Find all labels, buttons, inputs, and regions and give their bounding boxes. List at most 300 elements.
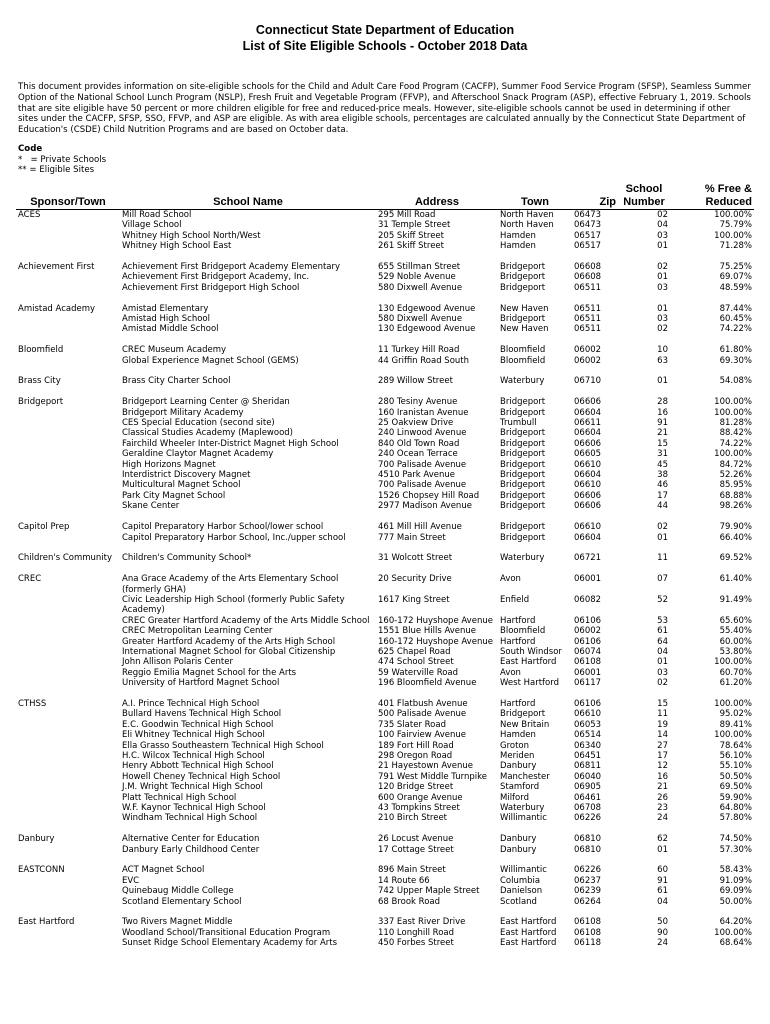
town-cell: North Haven — [500, 210, 554, 220]
pct-cell: 68.64% — [719, 938, 752, 949]
town-cell: Columbia — [500, 875, 541, 886]
school-number-cell: 07 — [657, 574, 668, 585]
pct-cell: 100.00% — [714, 698, 752, 709]
col-address: Address — [376, 183, 498, 210]
zip-cell: 06002 — [574, 345, 602, 356]
zip-cell: 06608 — [574, 272, 602, 283]
school-name-cell: Scotland Elementary School — [122, 896, 242, 907]
table-row — [16, 709, 754, 719]
zip-cell: 06511 — [574, 282, 602, 293]
school-number-cell: 23 — [657, 803, 668, 814]
school-name-cell: Platt Technical High School — [122, 792, 237, 803]
address-cell: 735 Slater Road — [378, 719, 446, 730]
school-number-cell: 50 — [657, 917, 668, 928]
table-row — [16, 626, 754, 636]
school-number-cell: 02 — [657, 324, 668, 335]
pct-cell: 48.59% — [719, 282, 752, 293]
group-spacer — [16, 564, 754, 574]
zip-cell: 06074 — [574, 646, 602, 657]
table-row — [16, 533, 754, 543]
town-cell: Bridgeport — [500, 272, 546, 283]
pct-cell: 68.88% — [719, 490, 752, 501]
address-cell: 17 Cottage Street — [378, 844, 454, 855]
pct-cell: 98.26% — [719, 501, 752, 512]
sponsor-town-cell — [16, 241, 120, 251]
school-name-cell: Amistad Middle School — [122, 324, 219, 335]
school-number-cell: 61 — [657, 886, 668, 897]
zip-cell: 06517 — [574, 241, 602, 252]
table-row — [16, 376, 754, 386]
address-cell: 700 Palisade Avenue — [378, 480, 467, 491]
zip-cell: 06108 — [574, 927, 602, 938]
pct-cell: 78.64% — [719, 740, 752, 751]
address-cell: 295 Mill Road — [378, 210, 436, 220]
address-cell: 14 Route 66 — [378, 875, 430, 886]
sponsor-town-cell — [16, 314, 120, 324]
zip-cell: 06239 — [574, 886, 602, 897]
table-row — [16, 304, 754, 314]
address-cell: 580 Dixwell Avenue — [378, 282, 463, 293]
school-number-cell: 01 — [657, 657, 668, 668]
pct-cell: 100.00% — [714, 210, 752, 220]
address-cell: 580 Dixwell Avenue — [378, 314, 463, 325]
school-name-cell: W.F. Kaynor Technical High School — [122, 803, 266, 814]
address-cell: 11 Turkey Hill Road — [378, 345, 460, 356]
sponsor-town-cell — [16, 668, 120, 678]
table-row — [16, 345, 754, 355]
address-cell: 130 Edgewood Avenue — [378, 324, 476, 335]
zip-cell: 06514 — [574, 730, 602, 741]
pct-cell: 89.41% — [719, 719, 752, 730]
school-number-cell: 01 — [657, 272, 668, 283]
code-eligible: ** = Eligible Sites — [18, 165, 95, 176]
sponsor-town-cell: CTHSS — [18, 698, 47, 709]
group-spacer — [16, 907, 754, 917]
school-number-cell: 03 — [657, 230, 668, 241]
sponsor-town-cell — [16, 408, 120, 418]
zip-cell: 06106 — [574, 698, 602, 709]
address-cell: 791 West Middle Turnpike — [378, 771, 487, 782]
pct-cell: 61.20% — [719, 678, 752, 689]
address-cell: 189 Fort Hill Road — [378, 740, 454, 751]
table-row — [16, 876, 754, 886]
pct-cell: 91.49% — [719, 594, 752, 605]
table-row — [16, 491, 754, 501]
sponsor-town-cell — [16, 501, 120, 511]
table-row — [16, 761, 754, 771]
pct-cell: 71.28% — [719, 241, 752, 252]
table-row — [16, 647, 754, 657]
school-name-cell: Achievement First Bridgeport High School — [122, 282, 300, 293]
address-cell: 777 Main Street — [378, 532, 446, 543]
school-name-cell: Howell Cheney Technical High School — [122, 771, 281, 782]
school-number-cell: 31 — [657, 449, 668, 460]
table-row — [16, 803, 754, 813]
address-cell: 205 Skiff Street — [378, 230, 444, 241]
zip-cell: 06108 — [574, 917, 602, 928]
school-name-cell: High Horizons Magnet — [122, 459, 216, 470]
pct-cell: 60.00% — [719, 636, 752, 647]
sponsor-town-cell — [16, 657, 120, 667]
pct-cell: 69.30% — [719, 355, 752, 366]
school-name-cell: Two Rivers Magnet Middle — [122, 917, 233, 928]
town-cell: Bridgeport — [500, 438, 546, 449]
document-subtitle: List of Site Eligible Schools - October 2018 Data — [242, 39, 528, 53]
sponsor-town-cell — [16, 439, 120, 449]
school-name-cell: CREC Greater Hartford Academy of the Arts Middle School — [122, 615, 370, 626]
col-pct-free-reduced: % Free & Reduced — [670, 183, 754, 210]
sponsor-town-cell: Bloomfield — [18, 345, 64, 356]
address-cell: 474 School Street — [378, 657, 454, 668]
school-name-cell: Mill Road School — [122, 210, 192, 220]
sponsor-town-cell — [16, 876, 120, 886]
school-name-cell: EVC — [122, 875, 140, 886]
school-name-cell: Sunset Ridge School Elementary Academy for Arts — [122, 938, 338, 949]
school-number-cell: 02 — [657, 262, 668, 273]
address-cell: 160 Iranistan Avenue — [378, 407, 469, 418]
table-header-row — [16, 183, 754, 210]
pct-cell: 75.79% — [719, 220, 752, 231]
town-cell: Meriden — [500, 750, 535, 761]
school-number-cell: 04 — [657, 896, 668, 907]
sponsor-town-cell: EASTCONN — [18, 865, 65, 876]
town-cell: Stamford — [500, 782, 540, 793]
zip-cell: 06002 — [574, 626, 602, 637]
pct-cell: 100.00% — [714, 397, 752, 408]
town-cell: Bridgeport — [500, 709, 546, 720]
town-cell: Bridgeport — [500, 480, 546, 491]
town-cell: Hamden — [500, 241, 536, 252]
table-row — [16, 241, 754, 251]
town-cell: Danbury — [500, 834, 537, 845]
zip-cell: 06001 — [574, 667, 602, 678]
town-cell: Bridgeport — [500, 501, 546, 512]
sponsor-town-cell — [16, 751, 120, 761]
pct-cell: 100.00% — [714, 657, 752, 668]
address-cell: 240 Linwood Avenue — [378, 428, 467, 439]
zip-cell: 06473 — [574, 210, 602, 220]
zip-cell: 06611 — [574, 418, 602, 429]
school-name-cell: Whitney High School North/West — [122, 230, 261, 241]
pct-cell: 100.00% — [714, 730, 752, 741]
table-row — [16, 813, 754, 823]
sponsor-town-cell — [16, 793, 120, 803]
pct-cell: 100.00% — [714, 449, 752, 460]
table-row — [16, 668, 754, 678]
pct-cell: 100.00% — [714, 927, 752, 938]
address-cell: 298 Oregon Road — [378, 750, 453, 761]
table-row — [16, 720, 754, 730]
zip-cell: 06606 — [574, 490, 602, 501]
school-name-cell: Ana Grace Academy of the Arts Elementary School (formerly GHA) — [122, 574, 339, 595]
zip-cell: 06473 — [574, 220, 602, 231]
address-cell: 700 Palisade Avenue — [378, 459, 467, 470]
zip-cell: 06511 — [574, 314, 602, 325]
table-row — [16, 397, 754, 407]
address-cell: 68 Brook Road — [378, 896, 441, 907]
zip-cell: 06604 — [574, 470, 602, 481]
address-cell: 655 Stillman Street — [378, 262, 461, 273]
intro-paragraph: This document provides information on site-eligible schools for the Child and Adult Care Food Program (CACFP), Summer Food Service Program (SFSP), Seamless Summer Option of the National School Lunch Program (NSLP), Fresh Fruit and Vegetable Program (FFVP), and Afterschool Snack Program (ASP), effective February 1, 2019. Schools that are site eligible have 50 percent or more children eligible for free and reduced-price meals. However, site-eligible schools cannot be used in determining if other sites under the CACFP, SFSP, SSO, FFVP, and ASP are eligible. As with area eligible schools, percentages are calculated annually by the Connecticut State Department of Education's (CSDE) Child Nutrition Programs and are based on October data. — [18, 82, 751, 136]
group-spacer — [16, 252, 754, 262]
school-name-cell: H.C. Wilcox Technical High School — [122, 750, 265, 761]
table-row — [16, 501, 754, 511]
zip-cell: 06517 — [574, 230, 602, 241]
town-cell: Bloomfield — [500, 626, 546, 637]
school-number-cell: 64 — [657, 636, 668, 647]
school-name-cell: International Magnet School for Global Citizenship — [122, 646, 336, 657]
town-cell: Bridgeport — [500, 532, 546, 543]
sponsor-town-cell: Bridgeport — [18, 397, 64, 408]
pct-cell: 61.40% — [719, 574, 752, 585]
pct-cell: 64.20% — [719, 917, 752, 928]
school-name-cell: CES Special Education (second site) — [122, 418, 275, 429]
school-number-cell: 02 — [657, 522, 668, 533]
address-cell: 600 Orange Avenue — [378, 792, 463, 803]
pct-cell: 85.95% — [719, 480, 752, 491]
school-number-cell: 21 — [657, 782, 668, 793]
table-row — [16, 272, 754, 282]
town-cell: Hartford — [500, 698, 536, 709]
town-cell: Bloomfield — [500, 355, 546, 366]
town-cell: North Haven — [500, 220, 554, 231]
town-cell: Milford — [500, 792, 529, 803]
sponsor-town-cell — [16, 231, 120, 241]
school-number-cell: 15 — [657, 438, 668, 449]
zip-cell: 06001 — [574, 574, 602, 585]
town-cell: Groton — [500, 740, 530, 751]
pct-cell: 60.45% — [719, 314, 752, 325]
address-cell: 529 Noble Avenue — [378, 272, 456, 283]
school-number-cell: 11 — [657, 709, 668, 720]
pct-cell: 58.43% — [719, 865, 752, 876]
school-name-cell: Capitol Preparatory Harbor School/lower school — [122, 522, 324, 533]
address-cell: 1617 King Street — [378, 594, 450, 605]
school-number-cell: 63 — [657, 355, 668, 366]
sponsor-town-cell — [16, 730, 120, 740]
table-row — [16, 834, 754, 844]
school-number-cell: 03 — [657, 667, 668, 678]
sponsor-town-cell — [16, 928, 120, 938]
school-name-cell: Skane Center — [122, 501, 180, 512]
table-row — [16, 928, 754, 938]
town-cell: Danbury — [500, 844, 537, 855]
school-number-cell: 01 — [657, 844, 668, 855]
table-row — [16, 845, 754, 855]
address-cell: 25 Oakview Drive — [378, 418, 454, 429]
pct-cell: 61.80% — [719, 345, 752, 356]
address-cell: 120 Bridge Street — [378, 782, 454, 793]
table-row — [16, 595, 754, 616]
town-cell: Bridgeport — [500, 314, 546, 325]
group-spacer — [16, 366, 754, 376]
sponsor-town-cell — [16, 480, 120, 490]
town-cell: Bridgeport — [500, 470, 546, 481]
town-cell: Bridgeport — [500, 522, 546, 533]
sponsor-town-cell — [16, 637, 120, 647]
sponsor-town-cell — [16, 595, 120, 616]
school-number-cell: 90 — [657, 927, 668, 938]
sponsor-town-cell — [16, 678, 120, 688]
pct-cell: 64.80% — [719, 803, 752, 814]
school-name-cell: Children's Community School* — [122, 553, 252, 564]
group-spacer — [16, 855, 754, 865]
town-cell: Bridgeport — [500, 282, 546, 293]
table-row — [16, 324, 754, 334]
pct-cell: 100.00% — [714, 230, 752, 241]
sponsor-town-cell — [16, 761, 120, 771]
sponsor-town-cell: Children's Community — [18, 553, 113, 564]
school-number-cell: 17 — [657, 490, 668, 501]
address-cell: 100 Fairview Avenue — [378, 730, 466, 741]
school-name-cell: Danbury Early Childhood Center — [122, 844, 260, 855]
town-cell: Danielson — [500, 886, 543, 897]
school-number-cell: 01 — [657, 303, 668, 314]
town-cell: Willimantic — [500, 865, 547, 876]
pct-cell: 53.80% — [719, 646, 752, 657]
school-number-cell: 03 — [657, 282, 668, 293]
school-name-cell: John Allison Polaris Center — [122, 657, 233, 668]
school-number-cell: 11 — [657, 553, 668, 564]
town-cell: Bridgeport — [500, 407, 546, 418]
pct-cell: 100.00% — [714, 407, 752, 418]
table-row — [16, 741, 754, 751]
town-cell: Bridgeport — [500, 262, 546, 273]
pct-cell: 55.10% — [719, 761, 752, 772]
town-cell: Bridgeport — [500, 490, 546, 501]
address-cell: 4510 Park Avenue — [378, 470, 455, 481]
sponsor-town-cell — [16, 283, 120, 293]
town-cell: South Windsor — [500, 646, 562, 657]
table-row — [16, 886, 754, 896]
school-name-cell: Windham Technical High School — [122, 813, 258, 824]
school-name-cell: Park City Magnet School — [122, 490, 226, 501]
table-row — [16, 772, 754, 782]
pct-cell: 57.80% — [719, 813, 752, 824]
pct-cell: 66.40% — [719, 532, 752, 543]
table-row — [16, 657, 754, 667]
table-row — [16, 210, 754, 221]
address-cell: 59 Waterville Road — [378, 667, 459, 678]
school-number-cell: 26 — [657, 792, 668, 803]
school-name-cell: Achievement First Bridgeport Academy Elementary — [122, 262, 341, 273]
sponsor-town-cell: Amistad Academy — [18, 303, 96, 314]
town-cell: New Haven — [500, 303, 549, 314]
zip-cell: 06237 — [574, 875, 602, 886]
town-cell: Manchester — [500, 771, 550, 782]
town-cell: Trumbull — [500, 418, 537, 429]
address-cell: 196 Bloomfield Avenue — [378, 678, 477, 689]
town-cell: Scotland — [500, 896, 537, 907]
sponsor-town-cell: ACES — [18, 210, 41, 220]
school-number-cell: 17 — [657, 750, 668, 761]
sponsor-town-cell — [16, 647, 120, 657]
sponsor-town-cell — [16, 720, 120, 730]
school-number-cell: 27 — [657, 740, 668, 751]
town-cell: Danbury — [500, 761, 537, 772]
pct-cell: 81.28% — [719, 418, 752, 429]
zip-cell: 06604 — [574, 428, 602, 439]
sponsor-town-cell — [16, 813, 120, 823]
address-cell: 2977 Madison Avenue — [378, 501, 472, 512]
pct-cell: 88.42% — [719, 428, 752, 439]
zip-cell: 06708 — [574, 803, 602, 814]
zip-cell: 06604 — [574, 532, 602, 543]
sponsor-town-cell — [16, 491, 120, 501]
schools-table — [16, 183, 754, 949]
pct-cell: 60.70% — [719, 667, 752, 678]
town-cell: New Haven — [500, 324, 549, 335]
sponsor-town-cell: Achievement First — [18, 262, 95, 273]
zip-cell: 06721 — [574, 553, 602, 564]
pct-cell: 69.52% — [719, 553, 752, 564]
sponsor-town-cell — [16, 272, 120, 282]
address-cell: 20 Security Drive — [378, 574, 452, 585]
school-name-cell: Civic Leadership High School (formerly Public Safety Academy) — [122, 594, 345, 616]
col-school-number: School Number — [618, 183, 670, 210]
pct-cell: 65.60% — [719, 615, 752, 626]
pct-cell: 74.50% — [719, 834, 752, 845]
zip-cell: 06610 — [574, 709, 602, 720]
town-cell: Hamden — [500, 730, 536, 741]
address-cell: 43 Tompkins Street — [378, 803, 460, 814]
pct-cell: 74.22% — [719, 438, 752, 449]
pct-cell: 75.25% — [719, 262, 752, 273]
address-cell: 840 Old Town Road — [378, 438, 460, 449]
col-sponsor-town: Sponsor/Town — [16, 183, 120, 210]
town-cell: New Britain — [500, 719, 550, 730]
school-number-cell: 91 — [657, 875, 668, 886]
table-row — [16, 220, 754, 230]
zip-cell: 06108 — [574, 657, 602, 668]
table-row — [16, 699, 754, 709]
school-number-cell: 45 — [657, 459, 668, 470]
town-cell: Bridgeport — [500, 459, 546, 470]
table-row — [16, 470, 754, 480]
school-name-cell: Interdistrict Discovery Magnet — [122, 470, 251, 481]
school-name-cell: Brass City Charter School — [122, 376, 231, 387]
school-name-cell: Fairchild Wheeler Inter-District Magnet High School — [122, 438, 339, 449]
school-number-cell: 01 — [657, 376, 668, 387]
table-row — [16, 418, 754, 428]
sponsor-town-cell — [16, 626, 120, 636]
pct-cell: 84.72% — [719, 459, 752, 470]
school-number-cell: 01 — [657, 532, 668, 543]
table-row — [16, 439, 754, 449]
document-title: Connecticut State Department of Education — [255, 23, 515, 37]
school-name-cell: Bridgeport Military Academy — [122, 407, 244, 418]
school-name-cell: Village School — [122, 220, 182, 231]
pct-cell: 69.50% — [719, 782, 752, 793]
address-cell: 1526 Chopsey Hill Road — [378, 490, 480, 501]
school-name-cell: Geraldine Claytor Magnet Academy — [122, 449, 274, 460]
code-legend — [18, 144, 106, 176]
town-cell: East Hartford — [500, 657, 557, 668]
town-cell: Bloomfield — [500, 345, 546, 356]
table-row — [16, 356, 754, 366]
zip-cell: 06610 — [574, 480, 602, 491]
pct-cell: 87.44% — [719, 303, 752, 314]
address-cell: 1551 Blue Hills Avenue — [378, 626, 477, 637]
school-number-cell: 02 — [657, 210, 668, 220]
school-name-cell: ACT Magnet School — [122, 865, 205, 876]
address-cell: 240 Ocean Terrace — [378, 449, 458, 460]
school-number-cell: 91 — [657, 418, 668, 429]
zip-cell: 06002 — [574, 355, 602, 366]
school-name-cell: E.C. Goodwin Technical High School — [122, 719, 274, 730]
table-row — [16, 678, 754, 688]
address-cell: 160-172 Huyshope Avenue — [378, 636, 493, 647]
